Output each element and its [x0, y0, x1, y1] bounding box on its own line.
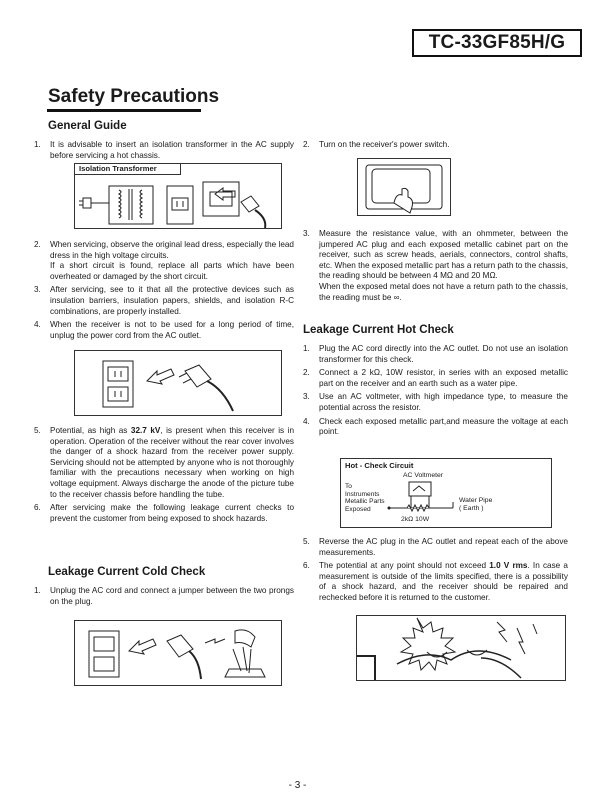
section-general-guide: General Guide	[48, 120, 127, 132]
title-underline	[47, 109, 201, 112]
hot-check-item-1: 1. Plug the AC cord directly into the AC outlet. Do not use an isolation transformer for this check.	[303, 344, 568, 364]
page-title: Safety Precautions	[48, 86, 220, 107]
shock-hazard-figure	[356, 615, 566, 681]
general-guide-item-4: 4. When the receiver is not to be used for a long period of time, unplug the power cord from the AC outlet.	[34, 320, 294, 340]
tv-power-drawing	[358, 159, 450, 215]
isolation-transformer-figure	[74, 163, 282, 229]
section-leakage-hot: Leakage Current Hot Check	[303, 324, 454, 336]
hot-check-item-6: 6. The potential at any point should not exceed 1.0 V rms. In case a measurement is outside of the limits specified, there is a possibility of a shock hazard, and the receiver should be repaired and rechecked before it is returned to the customer.	[303, 561, 568, 602]
hot-check-items-2	[303, 537, 568, 607]
hot-check-item-5: 5. Reverse the AC plug in the AC outlet and repeat each of the above measurements.	[303, 537, 568, 557]
general-guide-item-1: 1. It is advisable to insert an isolation transformer in the AC supply before servicing a hot chassis.	[34, 140, 294, 160]
water-pipe-label: Water Pipe ( Earth )	[459, 497, 493, 512]
cold-check-item-1: 1. Unplug the AC cord and connect a jumper between the two prongs on the plug.	[34, 586, 294, 606]
hot-check-items	[303, 344, 568, 441]
circuit-drawing	[341, 459, 551, 527]
jumper-drawing	[75, 621, 281, 685]
general-guide-item-2: 2. When servicing, observe the original lead dress, especially the lead dress in the high voltage circuits. If a short circuit is found, replace all parts which have been overheated or damaged by the short circuit.	[34, 240, 294, 281]
cold-check-item-3: 3. Measure the resistance value, with an ohmmeter, between the jumpered AC plug and each exposed metallic cabinet part on the receiver, such as screw heads, aerials, connectors, control shafts, etc. When the exposed metallic part has a return path to the chassis, the reading should be between 4 MΩ and 20 MΩ. When the exposed metal does not have a return path to the chassis, the reading must be ∞.	[303, 229, 568, 302]
model-number: TC-33GF85H/G	[412, 29, 582, 57]
general-guide-item-6: 6. After servicing make the following leakage current checks to prevent the customer from being exposed to shock hazards.	[34, 503, 294, 523]
hot-check-item-3: 3. Use an AC voltmeter, with high impedance type, to measure the potential across the resistor.	[303, 392, 568, 412]
general-guide-items-2	[34, 426, 294, 527]
outlet-plug-drawing	[75, 351, 281, 415]
jumper-figure	[74, 620, 282, 686]
general-guide-item-5: 5. Potential, as high as 32.7 kV, is present when this receiver is in operation. Operation of the receiver without the rear cover involves the danger of a shock hazard from the receiver power supply. Servicing should not be attempted by anyone who is not thoroughly familiar with the precautions necessary when working on high voltage equipment. Always discharge the anode of the picture tube to the receiver chassis before handling the tube.	[34, 426, 295, 499]
hot-check-circuit-figure	[340, 458, 552, 528]
power-switch-figure	[357, 158, 451, 216]
section-leakage-cold: Leakage Current Cold Check	[48, 566, 206, 578]
resistor-label: 2kΩ 10W	[401, 516, 430, 523]
shock-hazard-drawing	[357, 616, 565, 680]
hot-check-item-2: 2. Connect a 2 kΩ, 10W resistor, in series with an exposed metallic part on the receiver and an earth such as a water pipe.	[303, 368, 568, 388]
instrument-label: To Instruments Metallic Parts Exposed	[345, 483, 385, 513]
unplug-figure	[74, 350, 282, 416]
voltmeter-label: AC Voltmeter	[403, 472, 444, 479]
page-number: - 3 -	[288, 780, 307, 791]
hot-check-item-4: 4. Check each exposed metallic part,and measure the voltage at each point.	[303, 416, 568, 437]
circuit-title: Hot - Check Circuit	[345, 461, 414, 470]
general-guide-item-3: 3. After servicing, see to it that all the protective devices such as insulation barriers, insulation papers, shields, and isolation R-C combinations, are properly installed.	[34, 285, 294, 316]
general-guide-items	[34, 240, 294, 344]
isolation-transformer-label: Isolation Transformer	[75, 164, 181, 175]
cold-check-item-2: 2. Turn on the receiver's power switch.	[303, 140, 450, 149]
